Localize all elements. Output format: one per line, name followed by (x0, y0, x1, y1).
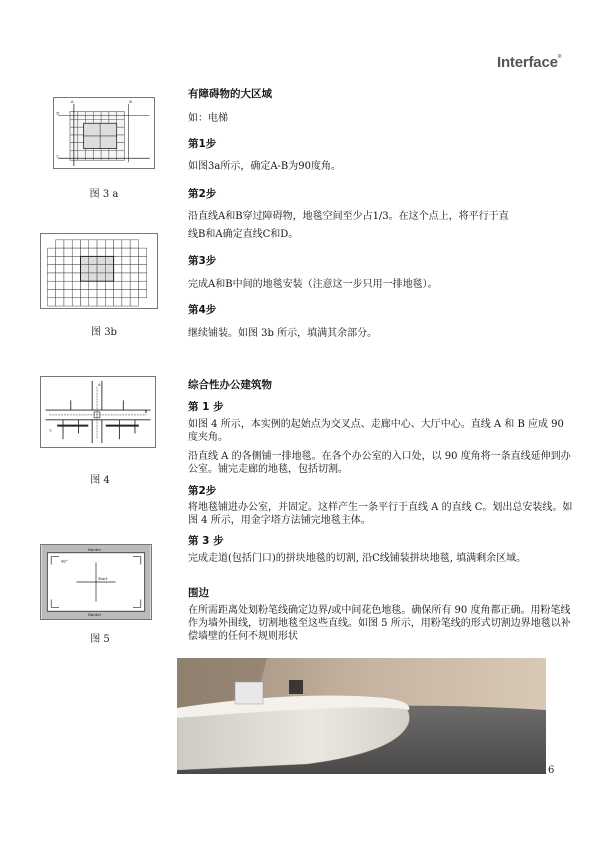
carpet-tile (122, 298, 130, 306)
carpet-tile (56, 248, 64, 256)
figure-5-diagram (41, 545, 151, 619)
carpet-tile (114, 281, 122, 289)
carpet-tile (56, 240, 64, 248)
carpet-tile (138, 265, 146, 273)
section1-step2-text-line1: 沿直线A和B穿过障碍物，地毯空间至少占1/3。在这个点上，将平行于直 (188, 211, 509, 222)
obstacle-tile (105, 256, 113, 264)
carpet-tile (114, 290, 122, 298)
section1-step4-title: 第4步 (188, 304, 217, 316)
obstacle-tile (105, 273, 113, 281)
carpet-tile (114, 240, 122, 248)
obstacle-tile (97, 273, 105, 281)
carpet-tile (130, 273, 138, 281)
carpet-tile (122, 265, 130, 273)
figure-5-caption: 图 5 (90, 634, 110, 645)
section2-step3-text: 完成走道(包括门口)的拼块地毯的切割, 沿C线铺装拼块地毯, 填满剩余区域。 (188, 553, 527, 564)
carpet-tile (81, 281, 89, 289)
carpet-tile (97, 281, 105, 289)
carpet-tile (89, 240, 97, 248)
carpet-tile (130, 298, 138, 306)
fig4-label-a: A (98, 381, 101, 387)
carpet-tile (122, 273, 130, 281)
section1-step2-text-line2: 线B和A确定直线C和D。 (188, 229, 299, 240)
carpet-tile (105, 281, 113, 289)
figure-3a-diagram (54, 98, 154, 168)
section2-title: 综合性办公建筑物 (188, 379, 272, 391)
carpet-tile (122, 248, 130, 256)
carpet-tile (56, 298, 64, 306)
carpet-tile (64, 281, 72, 289)
carpet-tile (72, 256, 80, 264)
section2-step1-text: 如图 4 所示，本实例的起始点为交叉点、走廊中心、大厅中心。直线 A 和 B 应成 90 度夹角。 (188, 419, 564, 443)
section1-example: 如：电梯 (188, 113, 228, 124)
carpet-tile (64, 240, 72, 248)
carpet-tile (72, 281, 80, 289)
carpet-tile (47, 256, 55, 264)
brand-registered-mark: ® (557, 54, 562, 60)
carpet-tile (89, 290, 97, 298)
carpet-tile (47, 290, 55, 298)
obstacle-tile (89, 273, 97, 281)
obstacle-tile (97, 256, 105, 264)
carpet-tile (64, 298, 72, 306)
section2-step2-text: 将地毯铺进办公室，并固定。这样产生一条平行于直线 A 的直线 C。划出总安装线。如图 4 所示，用金字塔方法铺完地毯主体。 (188, 502, 573, 526)
carpet-tile (64, 290, 72, 298)
carpet-tile (72, 248, 80, 256)
section1-step2-title: 第2步 (188, 188, 217, 200)
carpet-tile (122, 290, 130, 298)
section1-step3-text: 完成A和B中间的地毯安装（注意这一步只用一排地毯）。 (188, 279, 438, 290)
fig4-label-b: B (144, 408, 148, 414)
fig5-label-top: Border (88, 546, 102, 552)
section2-step2-title: 第2步 (188, 485, 217, 497)
brand-logo (497, 54, 561, 71)
carpet-tile (130, 248, 138, 256)
carpet-tile (130, 256, 138, 264)
carpet-tile (97, 240, 105, 248)
carpet-tile (81, 240, 89, 248)
carpet-tile (130, 290, 138, 298)
section1-step4-text: 继续铺装。如图 3b 所示，填满其余部分。 (188, 328, 378, 339)
obstacle-tile (97, 265, 105, 273)
carpet-tile (72, 265, 80, 273)
carpet-tile (72, 290, 80, 298)
carpet-tile (130, 240, 138, 248)
section2-step3-title: 第 3 步 (188, 535, 224, 547)
section2-border-title: 围边 (188, 587, 209, 599)
carpet-tile (56, 290, 64, 298)
carpet-tile (114, 273, 122, 281)
obstacle-tile (81, 265, 89, 273)
carpet-tile (64, 265, 72, 273)
fig3a-label-c: C (56, 153, 60, 159)
carpet-tile (47, 281, 55, 289)
carpet-tile (114, 298, 122, 306)
brand-name: Interface (497, 54, 558, 71)
obstacle-tile (89, 265, 97, 273)
carpet-tile (64, 273, 72, 281)
section1-step1-text: 如图3a所示，确定A-B为90度角。 (188, 161, 341, 172)
fig5-label-corner: 90° (60, 558, 68, 564)
carpet-tile (97, 248, 105, 256)
carpet-tile (105, 298, 113, 306)
section1-step1-title: 第1步 (188, 138, 217, 150)
fig5-label-center: Start (97, 576, 108, 582)
obstacle-tile (89, 256, 97, 264)
carpet-tile (64, 248, 72, 256)
figure-3a-caption: 图 3 a (89, 189, 119, 200)
carpet-tile (64, 256, 72, 264)
figure-3b (40, 233, 158, 309)
carpet-tile (47, 265, 55, 273)
carpet-tile (114, 265, 122, 273)
carpet-tile (138, 273, 146, 281)
carpet-tile (56, 265, 64, 273)
carpet-tile (130, 281, 138, 289)
carpet-tile (114, 248, 122, 256)
carpet-tile (122, 256, 130, 264)
obstacle-tile (81, 256, 89, 264)
fig3a-label-b: B (129, 98, 132, 104)
carpet-tile (81, 290, 89, 298)
carpet-tile (122, 281, 130, 289)
carpet-tile (105, 240, 113, 248)
carpet-tile (56, 256, 64, 264)
section-large-area-obstacles (188, 86, 574, 346)
carpet-tile (138, 248, 146, 256)
carpet-tile (47, 273, 55, 281)
carpet-tile (105, 290, 113, 298)
carpet-tile (105, 248, 113, 256)
figure-3a (53, 97, 155, 169)
carpet-tile (138, 290, 146, 298)
carpet-tile (89, 298, 97, 306)
figure-3b-diagram (41, 234, 157, 308)
fig5-label-bottom: Border (88, 612, 102, 618)
section2-step1b-text: 沿直线 A 的各侧铺一排地毯。在各个办公室的入口处，以 90 度角将一条直线延伸到办公室。铺完走廊的地毯，包括切割。 (188, 451, 571, 475)
figure-3b-caption: 图 3b (91, 327, 117, 338)
carpet-tile (56, 273, 64, 281)
figure-4 (40, 376, 156, 448)
carpet-tile (81, 248, 89, 256)
carpet-tile (72, 298, 80, 306)
carpet-tile (81, 298, 89, 306)
obstacle-tile (105, 265, 113, 273)
carpet-tile (47, 248, 55, 256)
carpet-tile (89, 248, 97, 256)
figure-4-diagram (41, 377, 155, 447)
section2-border-text: 在所需距离处划粉笔线确定边界/或中间花色地毯。确保所有 90 度角都正确。用粉笔线作为墙外围线，切割地毯至这些直线。如图 5 所示，用粉笔线的形式切割边界地毯以补偿墙壁的任何不规则形状 (188, 605, 571, 642)
reception-desk-photo (177, 658, 546, 774)
fig3a-label-d: D (56, 110, 60, 116)
fig4-label-c: C (49, 427, 53, 433)
section2-step1-title: 第 1 步 (188, 401, 224, 413)
obstacle-tile (81, 273, 89, 281)
fig3a-label-a: A (70, 98, 74, 104)
carpet-tile (72, 273, 80, 281)
page-number: 6 (548, 765, 555, 776)
carpet-tile (72, 240, 80, 248)
figure-4-caption: 图 4 (90, 475, 110, 486)
section1-step3-title: 第3步 (188, 255, 217, 267)
carpet-tile (130, 265, 138, 273)
carpet-tile (114, 256, 122, 264)
figure-5 (40, 544, 152, 620)
carpet-tile (97, 290, 105, 298)
section-office-building (188, 377, 574, 653)
carpet-tile (122, 240, 130, 248)
section1-title: 有障碍物的大区域 (188, 88, 272, 100)
carpet-tile (47, 298, 55, 306)
carpet-tile (138, 256, 146, 264)
carpet-tile (97, 298, 105, 306)
carpet-tile (138, 281, 146, 289)
carpet-tile (89, 281, 97, 289)
carpet-tile (56, 281, 64, 289)
